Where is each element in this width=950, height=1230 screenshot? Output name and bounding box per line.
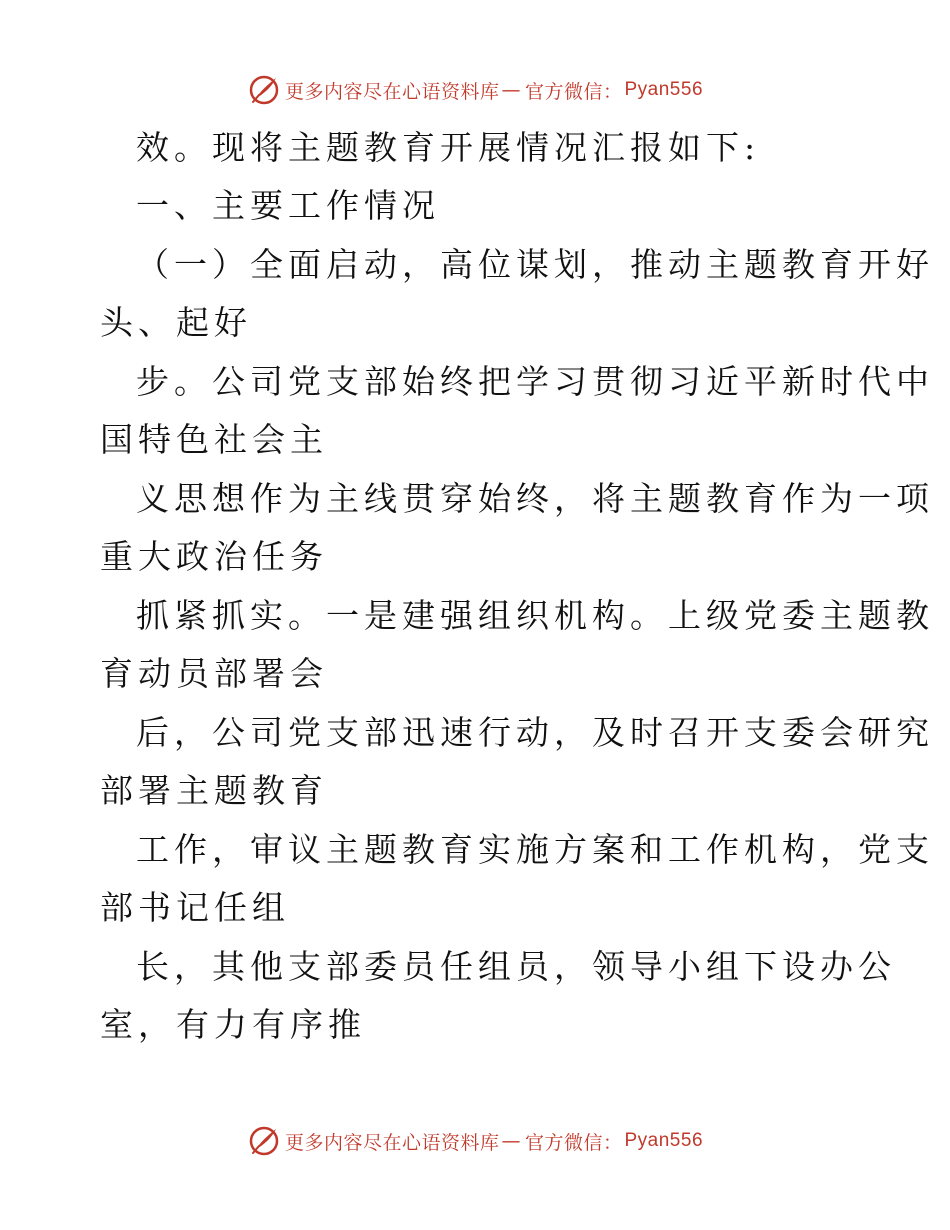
body-line: 效。现将主题教育开展情况汇报如下: — [136, 128, 761, 167]
body-line: 部署主题教育 — [100, 771, 328, 810]
body-line: 重大政治任务 — [100, 537, 328, 576]
quill-pen-logo-icon — [247, 1124, 281, 1158]
body-line: 部书记任组 — [100, 888, 290, 927]
footer-watermark — [0, 1121, 950, 1161]
watermark-label: 官方微信： — [524, 1131, 623, 1154]
body-line: （一）全面启动，高位谋划，推动主题教育开好 — [136, 245, 934, 284]
watermark-site-text: 更多内容尽在心语资料库 — [284, 1131, 500, 1154]
body-line: 头、起好 — [100, 303, 252, 342]
watermark-separator: — — [501, 79, 521, 101]
watermark-wechat-id: Pyan556 — [624, 79, 704, 100]
watermark-wechat-id: Pyan556 — [624, 1130, 704, 1151]
body-line: 育动员部署会 — [100, 654, 328, 693]
body-line: 步。公司党支部始终把学习贯彻习近平新时代中 — [136, 362, 934, 401]
body-line: 后，公司党支部迅速行动，及时召开支委会研究 — [136, 713, 934, 752]
watermark-site-text: 更多内容尽在心语资料库 — [284, 80, 500, 103]
body-line: 抓紧抓实。一是建强组织机构。上级党委主题教 — [136, 596, 934, 635]
body-line: 国特色社会主 — [100, 420, 328, 459]
body-line: 长，其他支部委员任组员，领导小组下设办公 — [136, 947, 896, 986]
watermark-label: 官方微信： — [524, 80, 623, 103]
body-line: 义思想作为主线贯穿始终，将主题教育作为一项 — [136, 479, 934, 518]
body-line: 工作，审议主题教育实施方案和工作机构，党支 — [136, 830, 934, 869]
watermark-separator: — — [501, 1130, 521, 1152]
body-line: 室，有力有序推 — [100, 1005, 366, 1044]
body-line: 一、主要工作情况 — [136, 186, 440, 225]
